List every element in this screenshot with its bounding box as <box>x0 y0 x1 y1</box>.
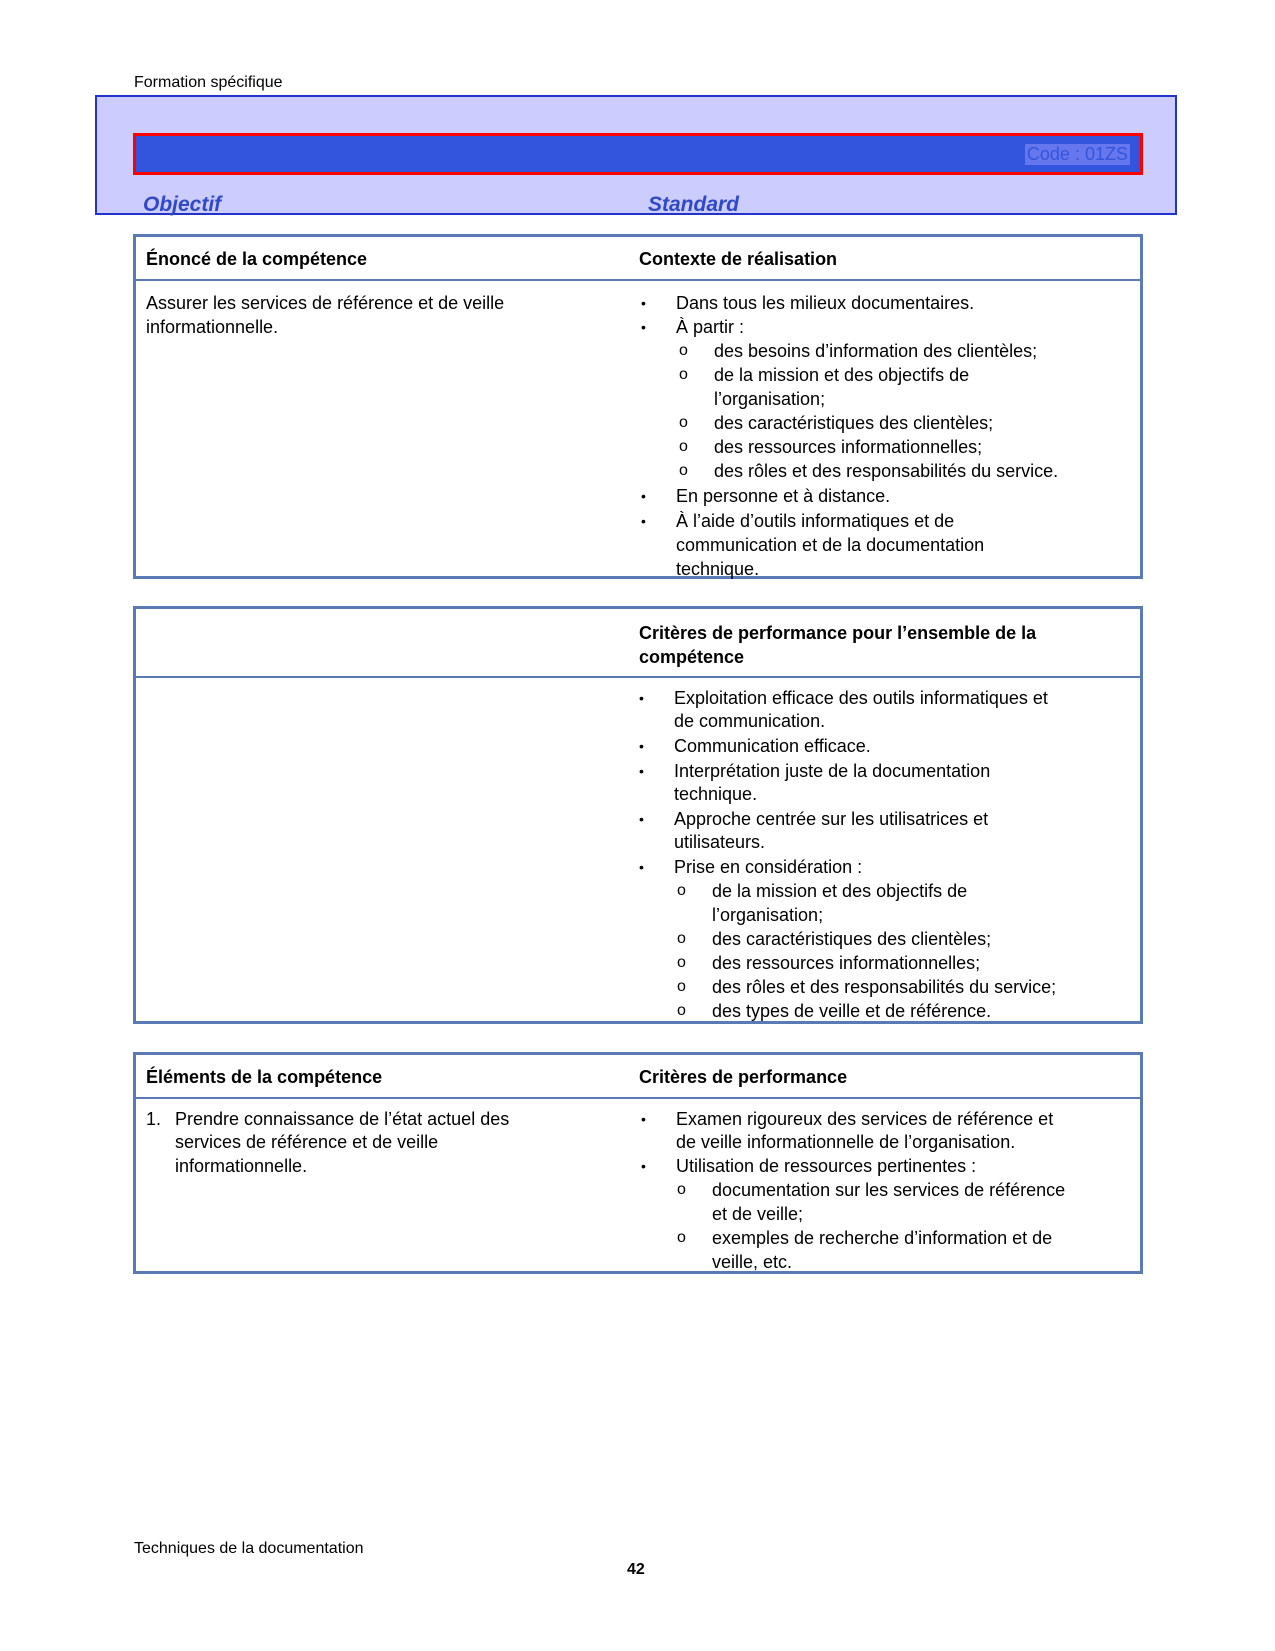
statement-line: Assurer les services de référence et de veille <box>146 293 505 313</box>
bullet-icon: • <box>639 859 644 875</box>
context-item: technique. <box>676 559 760 579</box>
statement-line: informationnelle. <box>146 317 279 337</box>
criteria-item: Approche centrée sur les utilisatrices et <box>674 809 989 829</box>
overall-criteria-header: Critères de performance pour l’ensemble de la <box>639 623 1037 643</box>
context-subitem: des besoins d’information des clientèles; <box>714 341 1038 361</box>
bullet-icon: • <box>639 738 644 754</box>
sub-bullet-icon: o <box>677 1002 686 1019</box>
criteria-subitem: des rôles et des responsabilités du service; <box>712 977 1057 997</box>
context-item: À partir : <box>676 317 745 337</box>
competence-code: Code : 01ZS <box>1026 144 1128 164</box>
bullet-icon: • <box>641 319 646 335</box>
bullet-icon: • <box>639 763 644 779</box>
sub-bullet-icon: o <box>677 930 686 947</box>
criteria-subitem: des ressources informationnelles; <box>712 953 981 973</box>
criteria-item: utilisateurs. <box>674 832 766 852</box>
section-label: Formation spécifique <box>134 74 283 91</box>
context-item: communication et de la documentation <box>676 535 985 555</box>
table-header <box>136 237 1140 281</box>
competence-statement-table <box>133 234 1143 579</box>
sub-bullet-icon: o <box>677 882 686 899</box>
sub-bullet-icon: o <box>677 1181 686 1198</box>
bullet-icon: • <box>641 488 646 504</box>
footer-program: Techniques de la documentation <box>134 1540 364 1557</box>
sub-bullet-icon: o <box>679 438 688 455</box>
context-item: À l’aide d’outils informatiques et de <box>676 511 955 531</box>
overall-criteria-header: compétence <box>639 647 745 667</box>
bullet-icon: • <box>641 1111 646 1127</box>
bullet-icon: • <box>641 513 646 529</box>
context-item: Dans tous les milieux documentaires. <box>676 293 975 313</box>
bullet-icon: • <box>641 1158 646 1174</box>
sub-bullet-icon: o <box>677 1229 686 1246</box>
objective-label: Objectif <box>143 193 222 216</box>
criteria-item: de communication. <box>674 711 826 731</box>
criteria-item: Utilisation de ressources pertinentes : <box>676 1156 977 1176</box>
element-text: Prendre connaissance de l’état actuel des <box>175 1109 510 1129</box>
code-bar <box>133 133 1143 175</box>
element-text: services de référence et de veille <box>175 1132 439 1152</box>
sub-bullet-icon: o <box>679 366 688 383</box>
criteria-subitem: de la mission et des objectifs de <box>712 881 968 901</box>
element-number: 1. <box>146 1109 162 1129</box>
criteria-item: Examen rigoureux des services de référence et <box>676 1109 1054 1129</box>
context-header: Contexte de réalisation <box>639 249 838 269</box>
criteria-subitem: l’organisation; <box>712 905 824 925</box>
criteria-item: de veille informationnelle de l’organisation. <box>676 1132 1016 1152</box>
criteria-item: Exploitation efficace des outils informatiques et <box>674 688 1048 708</box>
elements-table <box>133 1052 1143 1274</box>
criteria-item: Prise en considération : <box>674 857 863 877</box>
criteria-subitem: des caractéristiques des clientèles; <box>712 929 992 949</box>
sub-bullet-icon: o <box>679 342 688 359</box>
criteria-subitem: des types de veille et de référence. <box>712 1001 992 1021</box>
sub-bullet-icon: o <box>677 954 686 971</box>
criteria-item: technique. <box>674 784 758 804</box>
criteria-item: Interprétation juste de la documentation <box>674 761 991 781</box>
criteria-subitem: et de veille; <box>712 1204 804 1224</box>
bullet-icon: • <box>641 295 646 311</box>
context-subitem: des rôles et des responsabilités du service. <box>714 461 1059 481</box>
bullet-icon: • <box>639 690 644 706</box>
performance-criteria-header: Critères de performance <box>639 1067 848 1087</box>
context-subitem: des caractéristiques des clientèles; <box>714 413 994 433</box>
context-subitem: des ressources informationnelles; <box>714 437 983 457</box>
table-header <box>136 609 1140 678</box>
standard-label: Standard <box>648 193 740 216</box>
element-text: informationnelle. <box>175 1156 308 1176</box>
page-number: 42 <box>627 1561 645 1578</box>
criteria-item: Communication efficace. <box>674 736 871 756</box>
criteria-subitem: veille, etc. <box>712 1252 793 1272</box>
context-subitem: de la mission et des objectifs de <box>714 365 970 385</box>
sub-bullet-icon: o <box>679 462 688 479</box>
context-subitem: l’organisation; <box>714 389 826 409</box>
criteria-subitem: documentation sur les services de référence <box>712 1180 1066 1200</box>
elements-header: Éléments de la compétence <box>146 1067 383 1087</box>
bullet-icon: • <box>639 811 644 827</box>
overall-criteria-table <box>133 606 1143 1024</box>
context-item: En personne et à distance. <box>676 486 891 506</box>
statement-header: Énoncé de la compétence <box>146 249 368 269</box>
criteria-subitem: exemples de recherche d’information et de <box>712 1228 1053 1248</box>
sub-bullet-icon: o <box>677 978 686 995</box>
table-header <box>136 1055 1140 1099</box>
sub-bullet-icon: o <box>679 414 688 431</box>
